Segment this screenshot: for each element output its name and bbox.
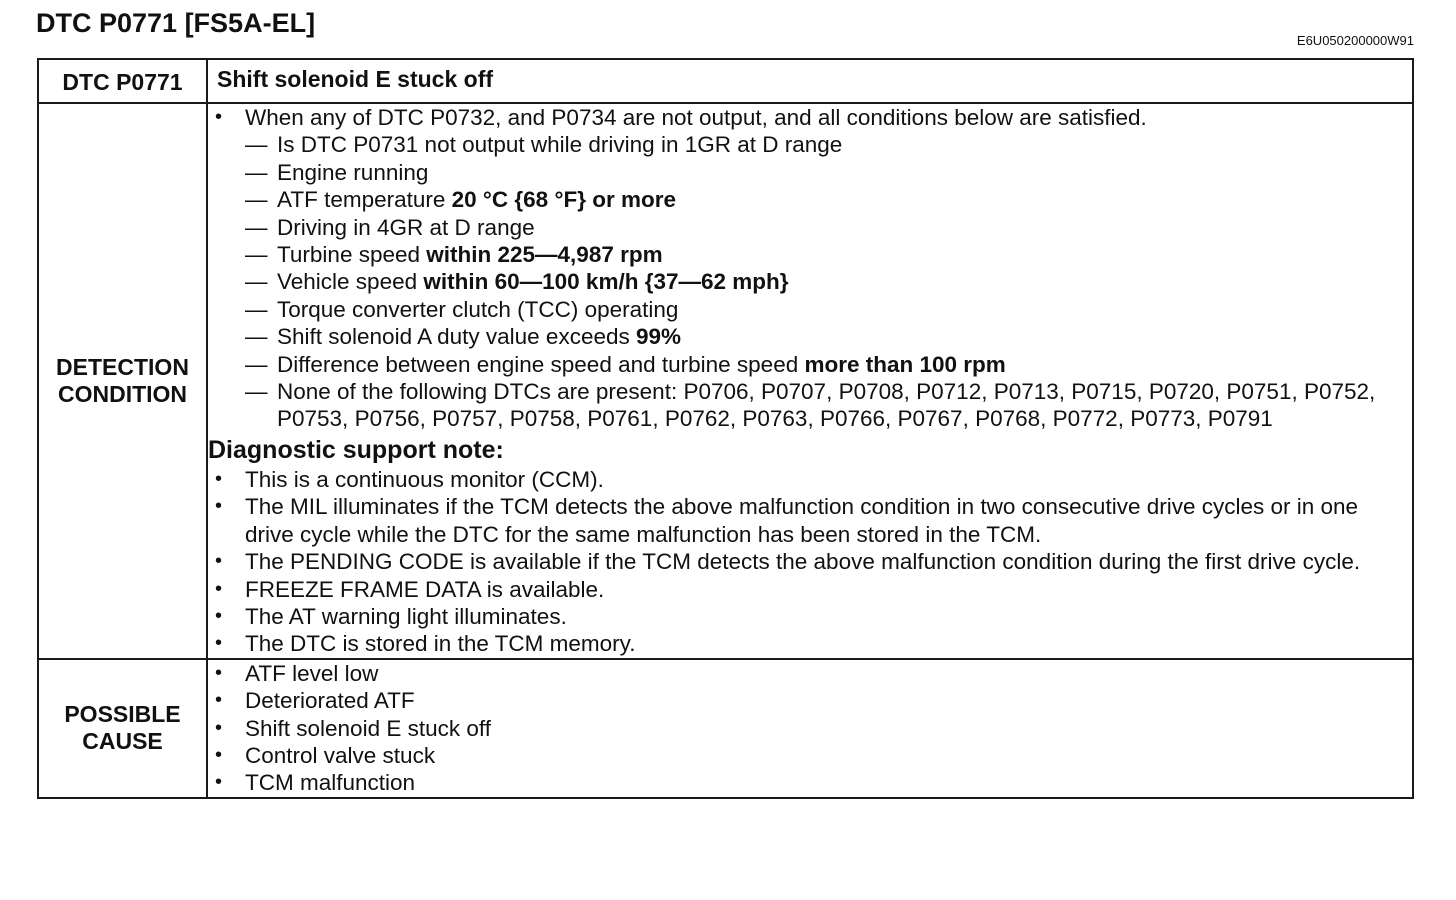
condition-text: Driving in 4GR at D range [277, 214, 535, 240]
condition-item [208, 186, 1412, 213]
dtc-description-cell: Shift solenoid E stuck off [207, 59, 1413, 103]
condition-value: 20 °C {68 °F} or more [451, 187, 676, 213]
condition-text: Torque converter clutch (TCC) operating [277, 296, 679, 322]
detection-intro: When any of DTC P0732, and P0734 are not output, and all conditions below are satisfied. [245, 105, 1147, 130]
list-item: • FREEZE FRAME DATA is available. [208, 576, 1412, 603]
condition-item [208, 378, 1412, 433]
list-item: • ATF level low [208, 660, 1412, 687]
condition-item [208, 323, 1412, 350]
condition-value: within 60—100 km/h {37—62 mph} [423, 269, 789, 295]
list-item: • The PENDING CODE is available if the TCM detects the above malfunction condition during the first drive cycle. [208, 548, 1412, 575]
condition-text: Vehicle speed [277, 269, 424, 295]
diagnostic-note-list [208, 466, 1412, 658]
label-line: CONDITION [57, 380, 188, 407]
detection-condition-content [207, 103, 1413, 659]
detection-condition-row [38, 103, 1413, 659]
possible-cause-row [38, 659, 1413, 798]
condition-text: Is DTC P0731 not output while driving in 1GR at D range [277, 132, 843, 158]
table-header-row [38, 59, 1413, 103]
condition-text: Shift solenoid A duty value exceeds [277, 324, 636, 350]
document-code: E6U050200000W91 [1296, 33, 1414, 48]
condition-item [208, 241, 1412, 268]
label-line: DETECTION [56, 353, 189, 380]
list-item: • Deteriorated ATF [208, 687, 1412, 714]
condition-value: 99% [636, 324, 682, 350]
condition-text: None of the following DTCs are present: P0706, P0707, P0708, P0712, P0713, P0715, P0720, P0751, P0752, P0753, P0756, P0757, P0758, P0761, P0762, P0763, P0766, P0767, P0768, P0772, P0773, P0791 [277, 379, 1376, 432]
list-item: • The AT warning light illuminates. [208, 603, 1412, 630]
condition-item [208, 214, 1412, 241]
detection-condition-label [38, 103, 207, 659]
condition-item [208, 268, 1412, 295]
list-item: • Shift solenoid E stuck off [208, 715, 1412, 742]
dtc-table [37, 58, 1414, 799]
condition-text: Engine running [277, 159, 429, 185]
label-line: POSSIBLE [64, 701, 181, 728]
cause-list [208, 660, 1412, 797]
condition-text: Turbine speed [277, 242, 427, 268]
condition-value: more than 100 rpm [804, 351, 1006, 377]
list-item: • Control valve stuck [208, 742, 1412, 769]
list-item: • The DTC is stored in the TCM memory. [208, 630, 1412, 657]
list-item: • This is a continuous monitor (CCM). [208, 466, 1412, 493]
condition-text: Difference between engine speed and turbine speed [277, 351, 805, 377]
dtc-code-cell: DTC P0771 [38, 59, 207, 103]
possible-cause-content [207, 659, 1413, 798]
label-line: CAUSE [82, 728, 163, 755]
condition-item [208, 159, 1412, 186]
condition-item [208, 351, 1412, 378]
list-item: • TCM malfunction [208, 769, 1412, 796]
list-item: • The MIL illuminates if the TCM detects the above malfunction condition in two consecutive drive cycles or in one drive cycle while the DTC for the same malfunction has been stored in the TCM. [208, 493, 1412, 548]
detection-list [208, 104, 1412, 433]
condition-item [208, 296, 1412, 323]
diagnostic-note-title: Diagnostic support note: [208, 435, 504, 464]
condition-value: within 225—4,987 rpm [426, 242, 663, 268]
page-title: DTC P0771 [FS5A-EL] [36, 8, 316, 38]
condition-item [208, 131, 1412, 158]
condition-text: ATF temperature [277, 187, 452, 213]
list-item [208, 104, 1412, 433]
condition-list [208, 131, 1412, 432]
possible-cause-label [38, 659, 207, 798]
